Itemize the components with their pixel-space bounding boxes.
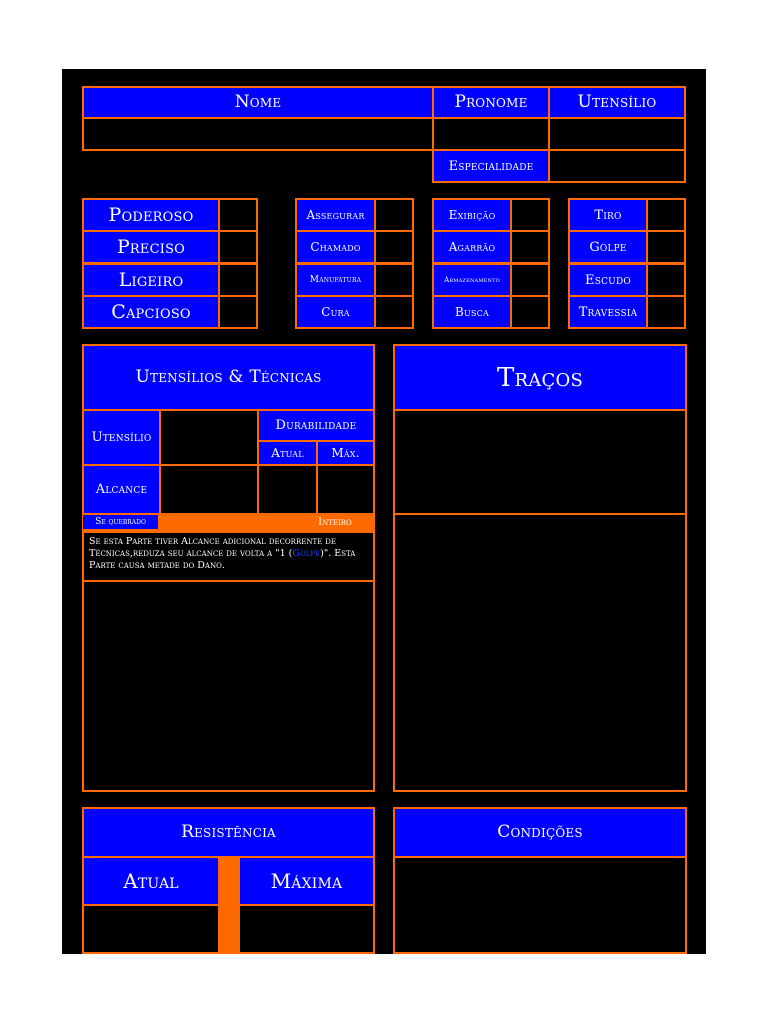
skill-label-cura: Cura — [295, 295, 376, 329]
attribute-value-capcioso[interactable] — [218, 295, 258, 329]
traits-area-2[interactable] — [393, 513, 687, 792]
skill-label-agarrao: Agarrão — [432, 230, 512, 264]
tool-part-field[interactable] — [159, 409, 259, 466]
skill-label-busca: Busca — [432, 295, 512, 329]
resistance-title: Resistência — [82, 807, 375, 858]
pronoun-label: Pronome — [432, 86, 550, 119]
resistance-max-label: Máxima — [238, 856, 375, 906]
resistance-max-field[interactable] — [238, 904, 375, 954]
durability-max-field[interactable] — [316, 464, 375, 515]
resistance-divider — [218, 856, 240, 954]
durability-current-field[interactable] — [257, 464, 318, 515]
range-label: Alcance — [82, 464, 161, 515]
pronoun-field[interactable] — [432, 117, 550, 151]
skill-value-manufatura[interactable] — [374, 263, 414, 297]
name-field[interactable] — [82, 117, 434, 151]
techniques-area[interactable] — [82, 580, 375, 792]
tools-title: Utensílios & Técnicas — [82, 344, 375, 411]
attribute-label-preciso: Preciso — [82, 230, 220, 264]
skill-value-armazenamento[interactable] — [510, 263, 550, 297]
durability-current-label: Atual — [257, 440, 318, 466]
resistance-current-label: Atual — [82, 856, 220, 906]
durability-label: Durabilidade — [257, 409, 375, 442]
skill-label-escudo: Escudo — [568, 263, 648, 297]
attribute-label-capcioso: Capcioso — [82, 295, 220, 329]
tool-field[interactable] — [548, 117, 686, 151]
tool-part-label: Utensílio — [82, 409, 161, 466]
skill-value-tiro[interactable] — [646, 198, 686, 232]
skill-value-travessia[interactable] — [646, 295, 686, 329]
intact-label: Inteiro — [318, 516, 352, 528]
specialty-label: Especialidade — [432, 149, 550, 183]
skill-value-agarrao[interactable] — [510, 230, 550, 264]
attribute-label-poderoso: Poderoso — [82, 198, 220, 232]
skill-label-tiro: Tiro — [568, 198, 648, 232]
attribute-value-preciso[interactable] — [218, 230, 258, 264]
skill-label-chamado: Chamado — [295, 230, 376, 264]
skill-label-travessia: Travessia — [568, 295, 648, 329]
note-text-start: Se esta Parte tiver Alcance adicional decorrente de Técnicas,reduza seu alcance de volta a "1 ( — [89, 536, 336, 559]
skill-value-cura[interactable] — [374, 295, 414, 329]
name-label: Nome — [82, 86, 434, 119]
skill-label-manufatura: Manufatura — [295, 263, 376, 297]
skill-value-golpe[interactable] — [646, 230, 686, 264]
attribute-value-poderoso[interactable] — [218, 198, 258, 232]
durability-max-label: Máx. — [316, 440, 375, 466]
resistance-current-field[interactable] — [82, 904, 220, 954]
note-highlight: Golpe — [292, 548, 321, 559]
attribute-label-ligeiro: Ligeiro — [82, 263, 220, 297]
traits-title: Traços — [393, 344, 687, 411]
skill-value-assegurar[interactable] — [374, 198, 414, 232]
conditions-area[interactable] — [393, 856, 687, 954]
skill-label-armazenamento: Armazenamento — [432, 263, 512, 297]
broken-note — [82, 531, 375, 582]
skill-label-golpe: Golpe — [568, 230, 648, 264]
skill-value-escudo[interactable] — [646, 263, 686, 297]
skill-value-chamado[interactable] — [374, 230, 414, 264]
broken-label: Se quebrado — [83, 515, 158, 529]
traits-area-1[interactable] — [393, 409, 687, 515]
conditions-title: Condições — [393, 807, 687, 858]
skill-value-exibicao[interactable] — [510, 198, 550, 232]
range-field[interactable] — [159, 464, 259, 515]
skill-label-assegurar: Assegurar — [295, 198, 376, 232]
attribute-value-ligeiro[interactable] — [218, 263, 258, 297]
tool-label: Utensílio — [548, 86, 686, 119]
specialty-field[interactable] — [548, 149, 686, 183]
note-text-end: )". Esta Parte causa metade do Dano. — [89, 548, 356, 571]
skill-value-busca[interactable] — [510, 295, 550, 329]
skill-label-exibicao: Exibição — [432, 198, 512, 232]
